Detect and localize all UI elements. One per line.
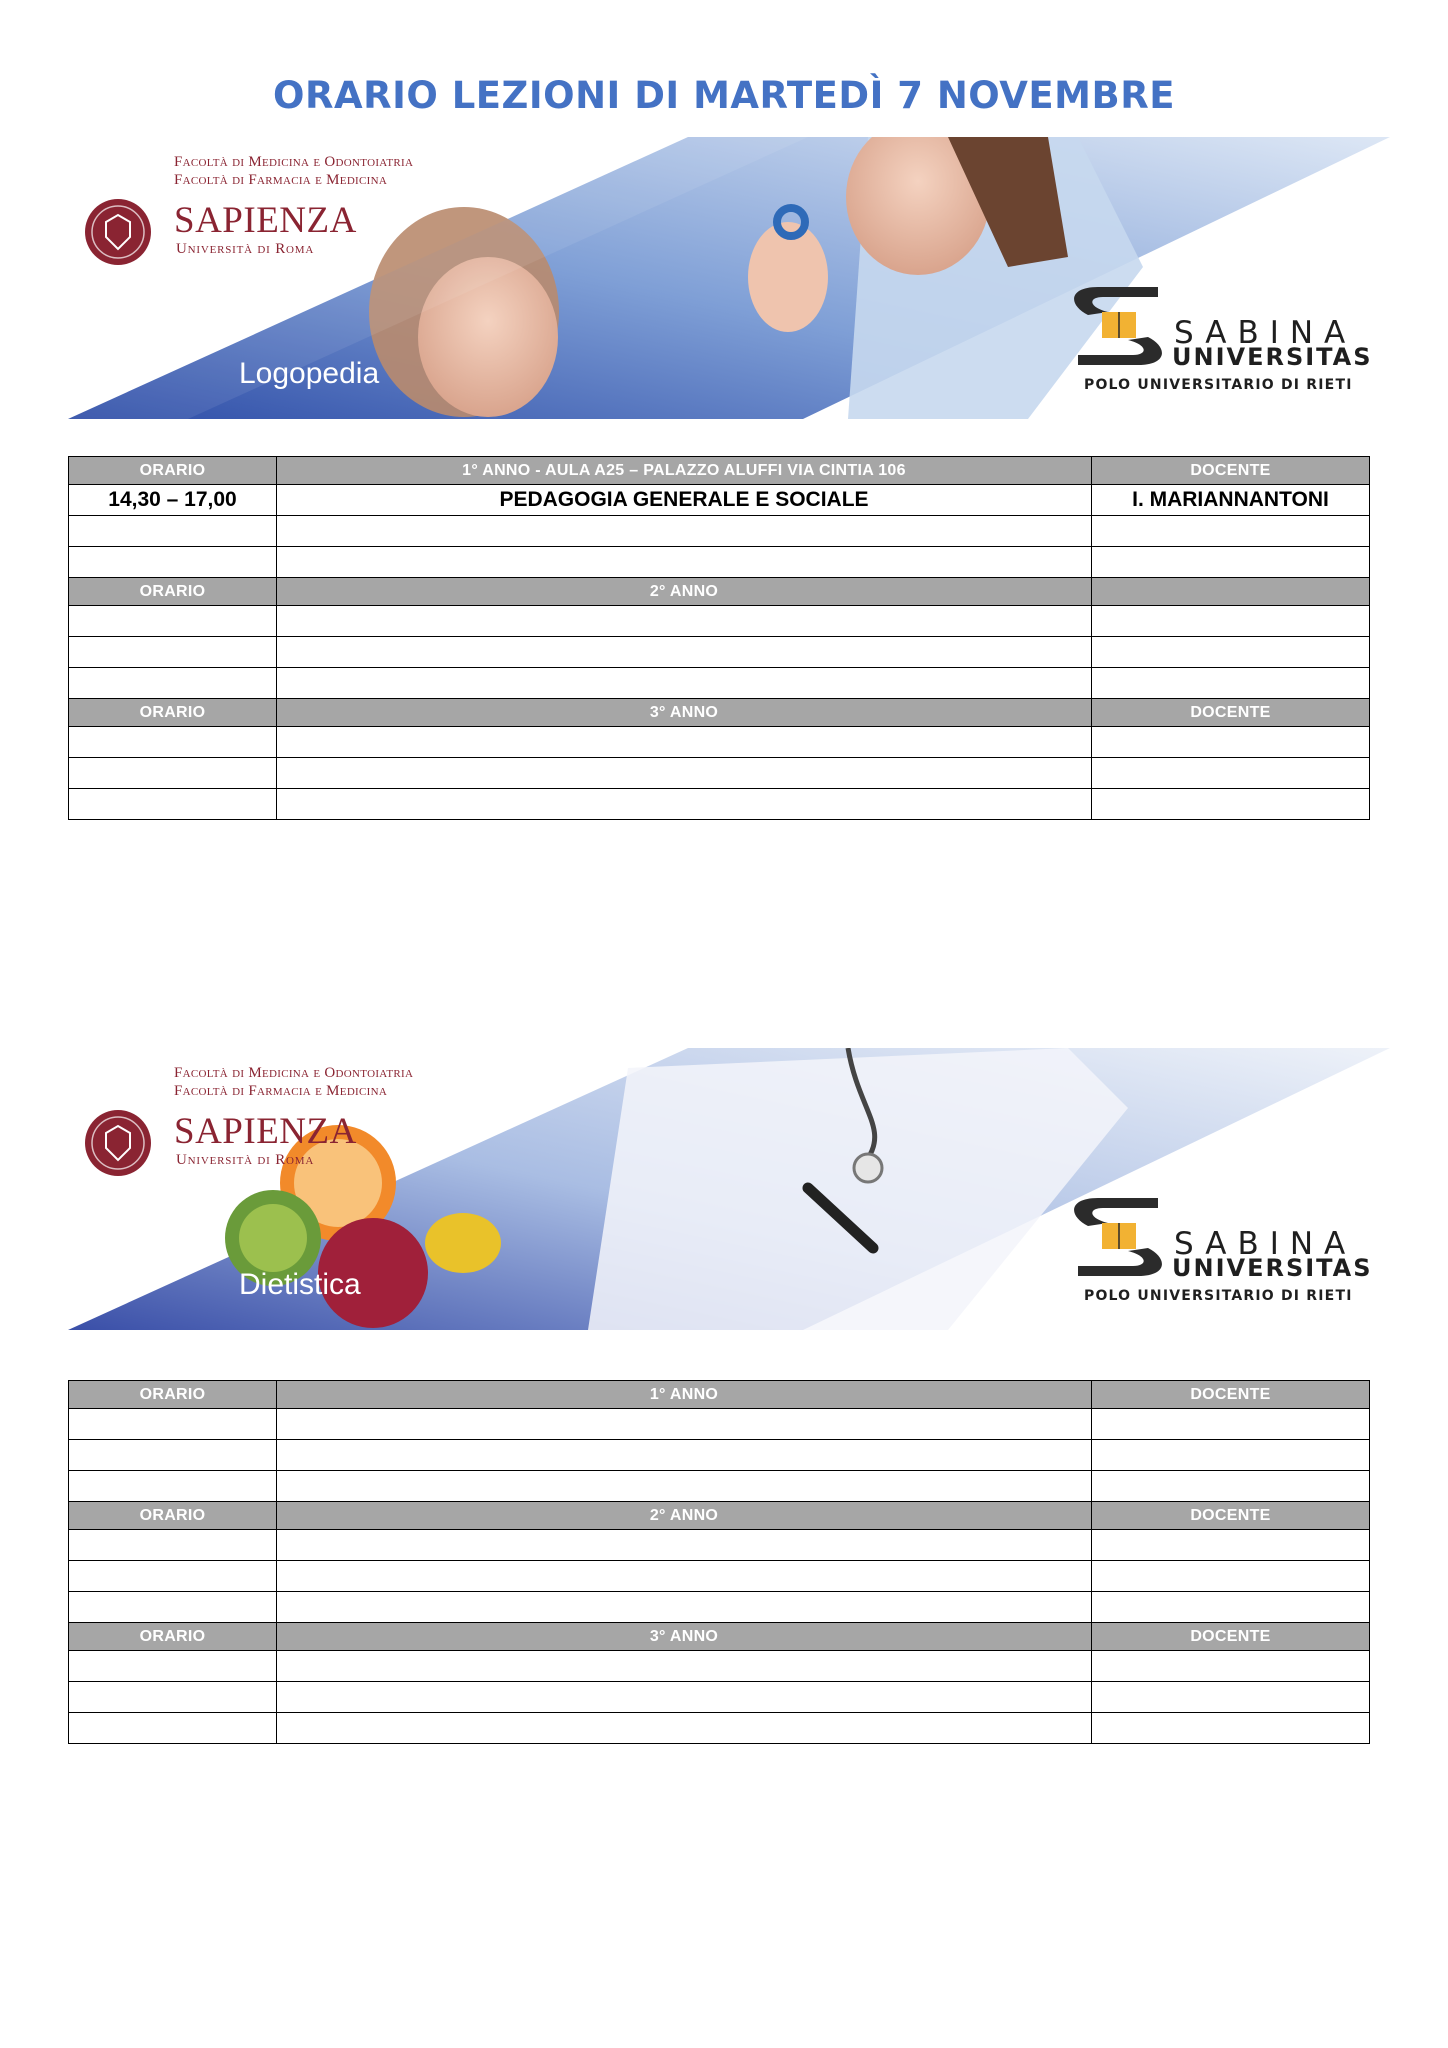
table-row <box>69 516 1370 547</box>
time-cell <box>69 1409 277 1440</box>
time-cell: 14,30 – 17,00 <box>69 485 277 516</box>
subject-cell <box>277 1682 1092 1713</box>
table-row <box>69 1592 1370 1623</box>
header-cell: DOCENTE <box>1092 699 1370 727</box>
time-cell <box>69 1530 277 1561</box>
teacher-cell <box>1092 547 1370 578</box>
teacher-cell <box>1092 516 1370 547</box>
subject-cell <box>277 606 1092 637</box>
university-name: SAPIENZA <box>174 200 357 241</box>
table-row <box>69 1682 1370 1713</box>
subject-cell <box>277 1440 1092 1471</box>
table-row <box>69 1409 1370 1440</box>
teacher-cell <box>1092 606 1370 637</box>
faculty-line-2: Facoltà di Farmacia e Medicina <box>174 172 388 188</box>
faculty-line-1: Facoltà di Medicina e Odontoiatria <box>174 1065 414 1081</box>
faculty-line-2: Facoltà di Farmacia e Medicina <box>174 1083 388 1099</box>
teacher-cell <box>1092 727 1370 758</box>
header-cell: 3° ANNO <box>277 1623 1092 1651</box>
time-cell <box>69 668 277 699</box>
teacher-cell <box>1092 789 1370 820</box>
university-subtitle: Università di Roma <box>176 1152 315 1168</box>
table-row <box>69 1651 1370 1682</box>
header-cell: DOCENTE <box>1092 1381 1370 1409</box>
table-row <box>69 1713 1370 1744</box>
table-row <box>69 727 1370 758</box>
dietistica-banner <box>68 1048 1390 1330</box>
header-cell: ORARIO <box>69 1381 277 1409</box>
time-cell <box>69 1561 277 1592</box>
time-cell <box>69 789 277 820</box>
time-cell <box>69 1713 277 1744</box>
table-row <box>69 1440 1370 1471</box>
table-row <box>69 789 1370 820</box>
table-header-row <box>69 1381 1370 1409</box>
sapienza-seal-icon <box>85 199 151 265</box>
header-cell: ORARIO <box>69 578 277 606</box>
table-row <box>69 485 1370 516</box>
course-label-dietistica: Dietistica <box>239 1268 361 1301</box>
table-header-row <box>69 578 1370 606</box>
faculty-line-1: Facoltà di Medicina e Odontoiatria <box>174 154 414 170</box>
teacher-cell <box>1092 1592 1370 1623</box>
time-cell <box>69 727 277 758</box>
subject-cell <box>277 727 1092 758</box>
table-header-row <box>69 1623 1370 1651</box>
header-cell <box>1092 578 1370 606</box>
pepper-fruit <box>425 1213 501 1273</box>
table-row <box>69 1561 1370 1592</box>
subject-cell <box>277 516 1092 547</box>
header-cell: 1° ANNO <box>277 1381 1092 1409</box>
time-cell <box>69 1651 277 1682</box>
teacher-cell: I. MARIANNANTONI <box>1092 485 1370 516</box>
header-cell: 3° ANNO <box>277 699 1092 727</box>
logopedia-schedule-table <box>68 456 1370 820</box>
subject-cell <box>277 1530 1092 1561</box>
time-cell <box>69 516 277 547</box>
teacher-cell <box>1092 1471 1370 1502</box>
table-row <box>69 1471 1370 1502</box>
university-subtitle: Università di Roma <box>176 241 315 257</box>
partner-polo: POLO UNIVERSITARIO DI RIETI <box>1084 377 1353 393</box>
sabina-logo-icon <box>1074 1198 1162 1276</box>
subject-cell <box>277 1651 1092 1682</box>
subject-cell <box>277 1409 1092 1440</box>
table-row <box>69 668 1370 699</box>
subject-cell <box>277 1592 1092 1623</box>
header-cell: ORARIO <box>69 457 277 485</box>
subject-cell <box>277 789 1092 820</box>
sapienza-seal-icon <box>85 1110 151 1176</box>
partner-title: SABINA <box>1174 315 1357 351</box>
subject-cell: PEDAGOGIA GENERALE E SOCIALE <box>277 485 1092 516</box>
header-cell: ORARIO <box>69 699 277 727</box>
partner-title: SABINA <box>1174 1226 1357 1262</box>
time-cell <box>69 1592 277 1623</box>
teacher-cell <box>1092 1713 1370 1744</box>
dietistica-schedule-table <box>68 1380 1370 1744</box>
time-cell <box>69 606 277 637</box>
table-row <box>69 637 1370 668</box>
partner-polo: POLO UNIVERSITARIO DI RIETI <box>1084 1288 1353 1304</box>
logopedia-banner <box>68 137 1390 419</box>
time-cell <box>69 1471 277 1502</box>
header-cell: ORARIO <box>69 1623 277 1651</box>
subject-cell <box>277 1561 1092 1592</box>
table-row <box>69 758 1370 789</box>
time-cell <box>69 637 277 668</box>
header-cell: ORARIO <box>69 1502 277 1530</box>
table-row <box>69 1530 1370 1561</box>
subject-cell <box>277 668 1092 699</box>
teacher-cell <box>1092 637 1370 668</box>
header-cell: DOCENTE <box>1092 1502 1370 1530</box>
page-title: ORARIO LEZIONI DI MARTEDÌ 7 NOVEMBRE <box>273 74 1175 117</box>
teacher-cell <box>1092 668 1370 699</box>
subject-cell <box>277 547 1092 578</box>
header-cell: 2° ANNO <box>277 578 1092 606</box>
header-cell: DOCENTE <box>1092 457 1370 485</box>
course-label-logopedia: Logopedia <box>239 357 380 390</box>
time-cell <box>69 758 277 789</box>
teacher-cell <box>1092 1440 1370 1471</box>
subject-cell <box>277 1471 1092 1502</box>
time-cell <box>69 547 277 578</box>
header-cell: DOCENTE <box>1092 1623 1370 1651</box>
table-row <box>69 547 1370 578</box>
header-cell: 1° ANNO - AULA A25 – PALAZZO ALUFFI VIA CINTIA 106 <box>277 457 1092 485</box>
subject-cell <box>277 758 1092 789</box>
university-name: SAPIENZA <box>174 1111 357 1152</box>
teacher-cell <box>1092 1682 1370 1713</box>
table-header-row <box>69 1502 1370 1530</box>
partner-subtitle: UNIVERSITAS <box>1172 1254 1373 1282</box>
subject-cell <box>277 1713 1092 1744</box>
teacher-cell <box>1092 1561 1370 1592</box>
teacher-cell <box>1092 1530 1370 1561</box>
table-header-row <box>69 699 1370 727</box>
table-header-row <box>69 457 1370 485</box>
time-cell <box>69 1440 277 1471</box>
partner-subtitle: UNIVERSITAS <box>1172 343 1373 371</box>
teacher-cell <box>1092 1409 1370 1440</box>
header-cell: 2° ANNO <box>277 1502 1092 1530</box>
time-cell <box>69 1682 277 1713</box>
teacher-cell <box>1092 758 1370 789</box>
subject-cell <box>277 637 1092 668</box>
table-row <box>69 606 1370 637</box>
teacher-cell <box>1092 1651 1370 1682</box>
